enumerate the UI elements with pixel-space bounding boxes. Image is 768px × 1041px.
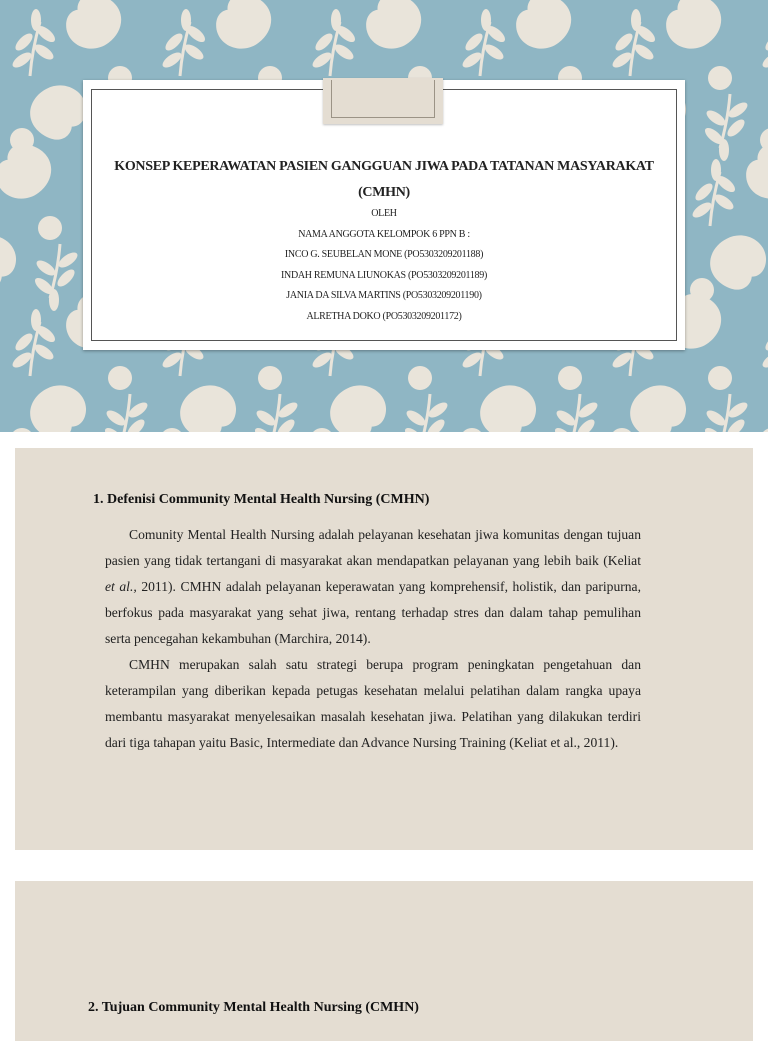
paragraph-text: 2011). CMHN adalah pelayanan keperawatan yang komprehensif, holistik, dan paripurna, berfokus pada masyarakat yang sehat jiwa, rentang terhadap stres dan dalam tahap pemulihan serta pencegahan kekambuhan (Marchira, 2014).: [105, 579, 641, 646]
title-card-tab: [323, 78, 443, 124]
section-heading: 2. Tujuan Community Mental Health Nursing (CMHN): [88, 1000, 419, 1015]
by-label: OLEH: [371, 208, 397, 219]
slide-title: [93, 154, 675, 206]
member-name: INCO G. SEUBELAN MONE (PO5303209201188): [284, 249, 484, 260]
title-slide: [0, 0, 768, 432]
purpose-slide: [15, 881, 753, 1041]
group-label: NAMA ANGGOTA KELOMPOK 6 PPN B :: [298, 228, 470, 240]
section-heading: 1. Defenisi Community Mental Health Nursing (CMHN): [93, 492, 430, 507]
member-name: JANIA DA SILVA MARTINS (PO5303209201190): [286, 290, 482, 301]
definition-slide: [15, 448, 753, 850]
paragraph: CMHN merupakan salah satu strategi berupa program peningkatan pengetahuan dan keterampilan yang diberikan kepada petugas kesehatan melalui pelatihan dalam rangka upaya membantu masyarakat menyelesaikan masalah kesehatan jiwa. Pelatihan yang dilakukan terdiri dari tiga tahapan yaitu Basic, Intermediate dan Advance Nursing Training (Keliat et al., 2011).: [105, 657, 641, 750]
section-body: [105, 522, 641, 756]
paragraph-text: Comunity Mental Health Nursing adalah pelayanan kesehatan jiwa komunitas dengan tujuan pasien yang tidak tertangani di masyarakat akan mendapatkan pelayanan yang lebih baik (Keliat: [105, 527, 641, 568]
title-card-tab-inner: [331, 80, 435, 118]
title-card: [83, 80, 685, 350]
paragraph-italic: et al.,: [105, 579, 137, 594]
slide-title-line1: KONSEP KEPERAWATAN PASIEN GANGGUAN JIWA PADA TATANAN MASYARAKAT: [114, 159, 654, 174]
author-block: [93, 204, 675, 327]
slide-title-line2: (CMHN): [358, 185, 410, 200]
member-name: ALRETHA DOKO (PO5303209201172): [306, 310, 462, 322]
member-name: INDAH REMUNA LIUNOKAS (PO5303209201189): [281, 269, 487, 281]
paragraph: [105, 522, 641, 652]
